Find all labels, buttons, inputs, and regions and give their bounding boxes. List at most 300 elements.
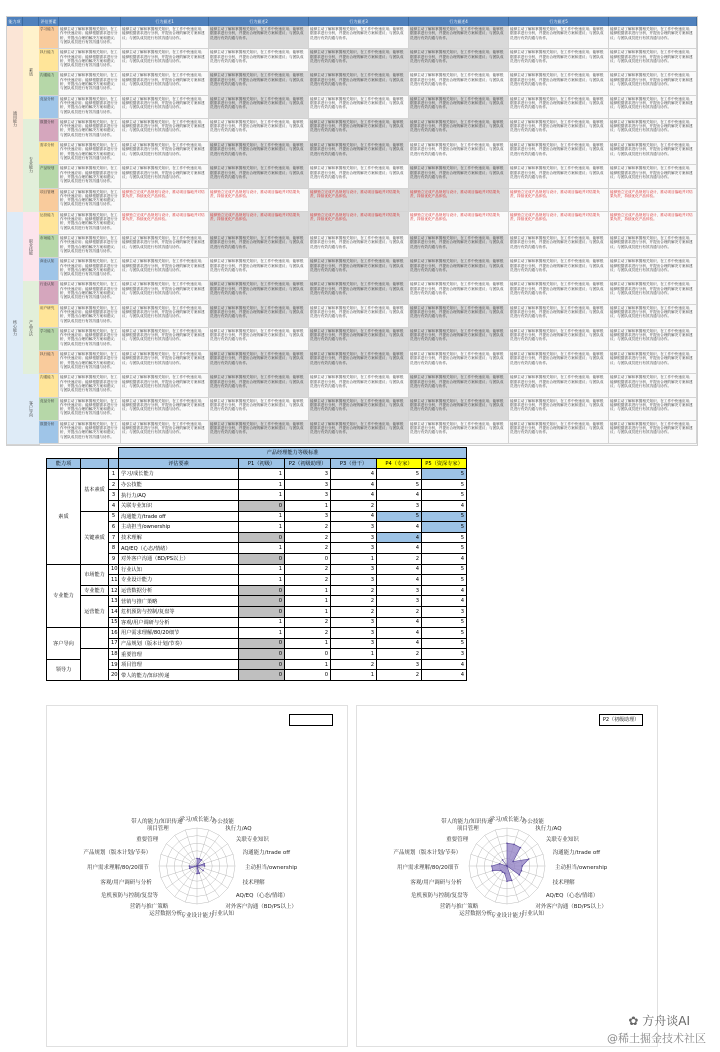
- sheet-header-cell: [23, 17, 39, 26]
- radar-axis: [175, 866, 197, 897]
- score-cell-p2: 1: [285, 596, 331, 607]
- radar-axis-label: 客观/用户调研与分析: [410, 879, 462, 886]
- score-cell-p1: 0: [239, 606, 285, 617]
- score-header-cell: P2（初级助理）: [285, 458, 331, 469]
- sheet-cell: 能够主动了解和掌握相关知识，在工作中快速应用；能够根据需求进行分析，并提出合理的解决方案和建议；与团队成员进行有效沟通与协作。: [121, 235, 209, 258]
- sheet-row: [39, 235, 697, 258]
- radar-axis-label: 办公技能: [211, 819, 234, 826]
- sheet-subcategory-label: 素质: [23, 26, 40, 120]
- sheet-row: [39, 49, 697, 72]
- radar-axis: [161, 854, 197, 866]
- radar-point: [519, 874, 521, 876]
- radar-axis-label: 对外客户沟通（BD/PS以上）: [535, 903, 607, 910]
- sheet-cell: 能够独立完成产品规划与设计，推动项目落地并对结果负责，持续优化产品体验。: [609, 212, 697, 235]
- radar-point: [500, 870, 502, 872]
- score-row-number: 16: [109, 628, 119, 639]
- sheet-cell: 能够主动了解和掌握相关知识，在工作中快速应用；能够根据需求进行分析，并提出合理的解决方案和建议；与团队成员进行有效沟通与协作。: [609, 119, 697, 142]
- sheet-cell: 能够主动了解和掌握相关知识，在工作中快速应用；能够根据需求进行分析，并提出合理的解决方案和建议；与团队成员进行有效沟通与协作。: [409, 305, 509, 328]
- radar-axis: [197, 866, 219, 897]
- radar-axis: [476, 844, 507, 866]
- sheet-cell: 能够主动了解和掌握相关知识，在工作中快速应用；能够根据需求进行分析，并提出合理的解决方案和建议；与团队成员进行有效沟通与协作。: [209, 49, 309, 72]
- score-cell-p1: 1: [239, 490, 285, 501]
- score-cell-p2: 0: [285, 649, 331, 660]
- sheet-cell: 能够主动了解和掌握相关知识，在工作中快速应用；能够根据需求进行分析，并提出合理的解决方案和建议；与团队成员进行有效沟通与协作。: [609, 398, 697, 421]
- sheet-cell: 能够主动了解和掌握相关知识，在工作中快速应用；能够根据需求进行分析，并提出合理的解决方案和建议；与团队成员进行有效沟通与协作。: [59, 351, 121, 374]
- score-cell-p1: 1: [239, 469, 285, 480]
- sheet-row-label: 项目管理: [39, 189, 59, 212]
- score-cell-p5: 4: [422, 553, 467, 564]
- score-row-name: 重要管理: [119, 649, 239, 660]
- sheet-row-label: 竞品分析: [39, 96, 59, 119]
- sheet-cell: 能够主动了解和掌握相关知识，在工作中快速应用；能够根据需求进行分析，并提出合理的解决方案和建议；与团队成员进行有效沟通与协作。: [121, 26, 209, 49]
- sheet-row-label: 行业认知: [39, 281, 59, 304]
- radar-point: [199, 858, 201, 860]
- radar-axis-label: 主动担当/ownership: [555, 865, 608, 871]
- radar-point: [202, 870, 204, 872]
- score-header-cell: P4（专家）: [377, 458, 422, 469]
- sheet-cell: 能够主动了解和掌握相关知识，在工作中快速应用；能够根据需求进行分析，并提出合理的解决方案和建议；与团队成员进行有效沟通与协作。: [121, 328, 209, 351]
- sheet-subcategory-label: 职业技能: [23, 212, 40, 283]
- score-cell-p1: 0: [239, 553, 285, 564]
- radar-axis-label: 重要管理: [136, 836, 159, 843]
- sheet-cell: 能够主动了解和掌握相关知识，在工作中快速应用；能够根据需求进行分析，并提出合理的解决方案和建议；与团队成员进行有效沟通与协作。: [309, 96, 409, 119]
- sheet-cell: 能够独立完成产品规划与设计，推动项目落地并对结果负责，持续优化产品体验。: [121, 212, 209, 235]
- sheet-cell: 能够主动了解和掌握相关知识，在工作中快速应用；能够根据需求进行分析，并提出合理的解决方案和建议；与团队成员进行有效沟通与协作。: [209, 328, 309, 351]
- score-cell-p2: 0: [285, 553, 331, 564]
- score-cell-p2: 2: [285, 532, 331, 543]
- score-subgroup-label: 运营能力: [81, 596, 109, 628]
- sheet-cell: 能够主动了解和掌握相关知识，在工作中快速应用；能够根据需求进行分析，并提出合理的解决方案和建议；与团队成员进行有效沟通与协作。: [509, 281, 609, 304]
- radar-axis-label: 专业设计能力: [180, 913, 214, 919]
- sheet-cell: 能够主动了解和掌握相关知识，在工作中快速应用；能够根据需求进行分析，并提出合理的解决方案和建议；与团队成员进行有效沟通与协作。: [59, 142, 121, 165]
- sheet-cell: 能够独立完成产品规划与设计，推动项目落地并对结果负责，持续优化产品体验。: [121, 189, 209, 212]
- sheet-cell: 能够主动了解和掌握相关知识，在工作中快速应用；能够根据需求进行分析，并提出合理的解决方案和建议；与团队成员进行有效沟通与协作。: [309, 165, 409, 188]
- sheet-cell: 能够主动了解和掌握相关知识，在工作中快速应用；能够根据需求进行分析，并提出合理的解决方案和建议；与团队成员进行有效沟通与协作。: [59, 49, 121, 72]
- sheet-row: [39, 119, 697, 142]
- sheet-cell: 能够主动了解和掌握相关知识，在工作中快速应用；能够根据需求进行分析，并提出合理的解决方案和建议；与团队成员进行有效沟通与协作。: [609, 374, 697, 397]
- radar-axis-label: 行业认知: [211, 910, 234, 917]
- score-row-number: 20: [109, 670, 119, 681]
- radar-axis-label: 产品规划（版本计划/节奏）: [393, 850, 462, 857]
- score-cell-p2: 3: [285, 511, 331, 522]
- radar-axis-label: 客观/用户调研与分析: [100, 879, 152, 886]
- score-cell-p4: 4: [377, 575, 422, 586]
- sheet-cell: 能够主动了解和掌握相关知识，在工作中快速应用；能够根据需求进行分析，并提出合理的解决方案和建议；与团队成员进行有效沟通与协作。: [209, 72, 309, 95]
- sheet-cell: 能够主动了解和掌握相关知识，在工作中快速应用；能够根据需求进行分析，并提出合理的解决方案和建议；与团队成员进行有效沟通与协作。: [209, 165, 309, 188]
- sheet-row-label: 执行能力: [39, 49, 59, 72]
- sheet-cell: 能够主动了解和掌握相关知识，在工作中快速应用；能够根据需求进行分析，并提出合理的解决方案和建议；与团队成员进行有效沟通与协作。: [509, 119, 609, 142]
- sheet-cell: 能够主动了解和掌握相关知识，在工作中快速应用；能够根据需求进行分析，并提出合理的解决方案和建议；与团队成员进行有效沟通与协作。: [409, 258, 509, 281]
- score-row-number: 13: [109, 596, 119, 607]
- sheet-cell: 能够主动了解和掌握相关知识，在工作中快速应用；能够根据需求进行分析，并提出合理的解决方案和建议；与团队成员进行有效沟通与协作。: [609, 142, 697, 165]
- sheet-subcategory-label: 专业能力: [23, 119, 40, 213]
- score-row-number: 17: [109, 638, 119, 649]
- score-row-name: 危机预防与控制/复盘等: [119, 606, 239, 617]
- radar-axis-label: 行业认知: [521, 910, 544, 917]
- score-cell-p5: 3: [422, 649, 467, 660]
- radar-axis-label: 学习/成长能力: [489, 817, 525, 823]
- score-row: [47, 606, 467, 617]
- sheet-cell: 能够主动了解和掌握相关知识，在工作中快速应用；能够根据需求进行分析，并提出合理的解决方案和建议；与团队成员进行有效沟通与协作。: [309, 421, 409, 444]
- sheet-cell: 能够主动了解和掌握相关知识，在工作中快速应用；能够根据需求进行分析，并提出合理的解决方案和建议；与团队成员进行有效沟通与协作。: [209, 96, 309, 119]
- score-cell-p2: 1: [285, 606, 331, 617]
- score-row: [47, 649, 467, 660]
- sheet-row-label: 数据分析: [39, 119, 59, 142]
- sheet-cell: 能够主动了解和掌握相关知识，在工作中快速应用；能够根据需求进行分析，并提出合理的解决方案和建议；与团队成员进行有效沟通与协作。: [209, 258, 309, 281]
- radar-series: [492, 843, 529, 881]
- radar-axis-label: 营销与推广策略: [439, 903, 479, 910]
- sheet-cell: 能够主动了解和掌握相关知识，在工作中快速应用；能够根据需求进行分析，并提出合理的解决方案和建议；与团队成员进行有效沟通与协作。: [209, 305, 309, 328]
- score-cell-p4: 4: [377, 490, 422, 501]
- watermark-site: @稀土掘金技术社区: [607, 1032, 706, 1045]
- score-table-title: 产品经理能力等级标准: [119, 448, 467, 459]
- score-cell-p1: 1: [239, 543, 285, 554]
- score-group-label: 客户导向: [47, 628, 81, 660]
- sheet-cell: 能够主动了解和掌握相关知识，在工作中快速应用；能够根据需求进行分析，并提出合理的解决方案和建议；与团队成员进行有效沟通与协作。: [121, 421, 209, 444]
- score-cell-p1: 0: [239, 649, 285, 660]
- score-row-name: 专业设计能力: [119, 575, 239, 586]
- score-cell-p1: 0: [239, 670, 285, 681]
- sheet-cell: 能够主动了解和掌握相关知识，在工作中快速应用；能够根据需求进行分析，并提出合理的解决方案和建议；与团队成员进行有效沟通与协作。: [309, 49, 409, 72]
- sheet-cell: 能够独立完成产品规划与设计，推动项目落地并对结果负责，持续优化产品体验。: [209, 189, 309, 212]
- score-cell-p5: 5: [422, 522, 467, 533]
- score-cell-p2: 2: [285, 522, 331, 533]
- radar-point: [203, 863, 205, 865]
- score-cell-p4: 3: [377, 585, 422, 596]
- sheet-row-label: 需求分析: [39, 142, 59, 165]
- sheet-cell: 能够主动了解和掌握相关知识，在工作中快速应用；能够根据需求进行分析，并提出合理的解决方案和建议；与团队成员进行有效沟通与协作。: [59, 258, 121, 281]
- sheet-cell: 能够主动了解和掌握相关知识，在工作中快速应用；能够根据需求进行分析，并提出合理的解决方案和建议；与团队成员进行有效沟通与协作。: [509, 26, 609, 49]
- radar-legend-right: P2（初级助理）: [599, 714, 643, 726]
- radar-axis-label: 沟通能力/trade off: [552, 850, 601, 857]
- score-row: [47, 553, 467, 564]
- radar-point: [528, 858, 530, 860]
- sheet-cell: 能够主动了解和掌握相关知识，在工作中快速应用；能够根据需求进行分析，并提出合理的解决方案和建议；与团队成员进行有效沟通与协作。: [609, 235, 697, 258]
- sheet-cell: 能够主动了解和掌握相关知识，在工作中快速应用；能够根据需求进行分析，并提出合理的解决方案和建议；与团队成员进行有效沟通与协作。: [509, 142, 609, 165]
- sheet-cell: 能够主动了解和掌握相关知识，在工作中快速应用；能够根据需求进行分析，并提出合理的解决方案和建议；与团队成员进行有效沟通与协作。: [209, 281, 309, 304]
- sheet-cell: 能够主动了解和掌握相关知识，在工作中快速应用；能够根据需求进行分析，并提出合理的解决方案和建议；与团队成员进行有效沟通与协作。: [309, 26, 409, 49]
- score-cell-p4: 4: [377, 564, 422, 575]
- radar-axis-label: 带人的能力/知识传递: [131, 819, 183, 826]
- sheet-cell: 能够主动了解和掌握相关知识，在工作中快速应用；能够根据需求进行分析，并提出合理的解决方案和建议；与团队成员进行有效沟通与协作。: [509, 374, 609, 397]
- sheet-header-cell: 能力项: [7, 17, 23, 26]
- sheet-cell: 能够主动了解和掌握相关知识，在工作中快速应用；能够根据需求进行分析，并提出合理的解决方案和建议；与团队成员进行有效沟通与协作。: [59, 421, 121, 444]
- score-cell-p3: 1: [331, 553, 377, 564]
- sheet-row: [39, 328, 697, 351]
- radar-axis-label: 办公技能: [521, 819, 544, 826]
- radar-point: [492, 870, 494, 872]
- sheet-cell: 能够主动了解和掌握相关知识，在工作中快速应用；能够根据需求进行分析，并提出合理的解决方案和建议；与团队成员进行有效沟通与协作。: [409, 374, 509, 397]
- score-group-label: 专业能力: [47, 564, 81, 628]
- score-row-number: 2: [109, 479, 119, 490]
- score-cell-p5: 5: [422, 532, 467, 543]
- sheet-cell: 能够主动了解和掌握相关知识，在工作中快速应用；能够根据需求进行分析，并提出合理的解决方案和建议；与团队成员进行有效沟通与协作。: [509, 96, 609, 119]
- score-cell-p5: 4: [422, 659, 467, 670]
- score-cell-p5: 5: [422, 469, 467, 480]
- sheet-cell: 能够主动了解和掌握相关知识，在工作中快速应用；能够根据需求进行分析，并提出合理的解决方案和建议；与团队成员进行有效沟通与协作。: [209, 398, 309, 421]
- radar-axis-label: 营销与推广策略: [129, 903, 169, 910]
- radar-axis-label: 项目管理: [146, 826, 169, 833]
- sheet-header-row: [7, 17, 697, 26]
- score-subgroup-label: 专业能力: [81, 585, 109, 596]
- sheet-cell: 能够主动了解和掌握相关知识，在工作中快速应用；能够根据需求进行分析，并提出合理的解决方案和建议；与团队成员进行有效沟通与协作。: [59, 305, 121, 328]
- radar-axis-label: 危机预防与控制/复盘等: [101, 893, 159, 900]
- radar-axis-label: 关联专业知识: [545, 836, 579, 843]
- sheet-cell: 能够主动了解和掌握相关知识，在工作中快速应用；能够根据需求进行分析，并提出合理的解决方案和建议；与团队成员进行有效沟通与协作。: [59, 374, 121, 397]
- score-row-number: 3: [109, 490, 119, 501]
- sheet-row: [39, 421, 697, 444]
- score-cell-p4: 4: [377, 628, 422, 639]
- radar-point: [521, 865, 523, 867]
- radar-axis-label: 专业设计能力: [490, 913, 524, 919]
- score-row-number: 18: [109, 649, 119, 660]
- score-row-name: 产品规划（版本计划/节奏）: [119, 638, 239, 649]
- sheet-cell: 能够独立完成产品规划与设计，推动项目落地并对结果负责，持续优化产品体验。: [309, 212, 409, 235]
- score-row-name: 执行力/AQ: [119, 490, 239, 501]
- score-row-name: 办公技能: [119, 479, 239, 490]
- score-row: [47, 585, 467, 596]
- sheet-cell: 能够主动了解和掌握相关知识，在工作中快速应用；能够根据需求进行分析，并提出合理的解决方案和建议；与团队成员进行有效沟通与协作。: [509, 421, 609, 444]
- radar-axis-label: 技术理解: [552, 879, 575, 886]
- radar-point: [491, 865, 493, 867]
- score-row-name: 用户需求理解/80/20细节: [119, 628, 239, 639]
- score-header-cell: P5（资深专家）: [422, 458, 467, 469]
- sheet-cell: 能够主动了解和掌握相关知识，在工作中快速应用；能够根据需求进行分析，并提出合理的解决方案和建议；与团队成员进行有效沟通与协作。: [121, 374, 209, 397]
- score-row-number: 9: [109, 553, 119, 564]
- sheet-row: [39, 189, 697, 212]
- score-cell-p1: 0: [239, 585, 285, 596]
- score-row: [47, 522, 467, 533]
- score-subgroup-label: 市场能力: [81, 564, 109, 585]
- sheet-cell: 能够主动了解和掌握相关知识，在工作中快速应用；能够根据需求进行分析，并提出合理的解决方案和建议；与团队成员进行有效沟通与协作。: [509, 72, 609, 95]
- score-header-cell: P1（初级）: [239, 458, 285, 469]
- score-header-cell: P3（骨干）: [331, 458, 377, 469]
- sheet-cell: 能够主动了解和掌握相关知识，在工作中快速应用；能够根据需求进行分析，并提出合理的解决方案和建议；与团队成员进行有效沟通与协作。: [409, 26, 509, 49]
- score-row: [47, 596, 467, 607]
- score-cell-p3: 4: [331, 511, 377, 522]
- score-row-name: 技术理解: [119, 532, 239, 543]
- radar-point: [196, 873, 198, 875]
- sheet-cell: 能够主动了解和掌握相关知识，在工作中快速应用；能够根据需求进行分析，并提出合理的解决方案和建议；与团队成员进行有效沟通与协作。: [59, 165, 121, 188]
- sheet-row-label: 数据分析: [39, 421, 59, 444]
- sheet-cell: 能够独立完成产品规划与设计，推动项目落地并对结果负责，持续优化产品体验。: [309, 189, 409, 212]
- radar-axis-label: 关联专业知识: [235, 836, 269, 843]
- score-cell-p1: 0: [239, 500, 285, 511]
- sheet-row: [39, 26, 697, 49]
- sheet-cell: 能够主动了解和掌握相关知识，在工作中快速应用；能够根据需求进行分析，并提出合理的解决方案和建议；与团队成员进行有效沟通与协作。: [309, 72, 409, 95]
- score-row-number: 5: [109, 511, 119, 522]
- score-cell-p1: 0: [239, 659, 285, 670]
- score-row-number: 15: [109, 617, 119, 628]
- sheet-row: [39, 281, 697, 304]
- score-cell-p5: 5: [422, 564, 467, 575]
- sheet-cell: 能够主动了解和掌握相关知识，在工作中快速应用；能够根据需求进行分析，并提出合理的解决方案和建议；与团队成员进行有效沟通与协作。: [59, 235, 121, 258]
- score-header-cell: [109, 458, 119, 469]
- sheet-cell: 能够主动了解和掌握相关知识，在工作中快速应用；能够根据需求进行分析，并提出合理的解决方案和建议；与团队成员进行有效沟通与协作。: [121, 258, 209, 281]
- radar-chart-left: [46, 705, 348, 1047]
- score-row-name: 客观/用户调研与分析: [119, 617, 239, 628]
- score-header-cell: [81, 458, 109, 469]
- score-cell-p2: 2: [285, 628, 331, 639]
- score-row: [47, 638, 467, 649]
- radar-chart-right: [356, 705, 658, 1047]
- sheet-category-label: 通用能力: [7, 26, 24, 213]
- score-cell-p4: 4: [377, 543, 422, 554]
- sheet-subcategory-label: 产品方法: [23, 281, 40, 375]
- sheet-subcategory-label: 客户导向: [23, 374, 40, 445]
- sheet-cell: 能够主动了解和掌握相关知识，在工作中快速应用；能够根据需求进行分析，并提出合理的解决方案和建议；与团队成员进行有效沟通与协作。: [121, 165, 209, 188]
- score-cell-p4: 3: [377, 659, 422, 670]
- score-cell-p5: 5: [422, 543, 467, 554]
- sheet-row-label: 产品规划: [39, 165, 59, 188]
- watermark-brand: [628, 1012, 690, 1029]
- sheet-header-cell: 行为描述4: [409, 17, 509, 26]
- sheet-cell: 能够主动了解和掌握相关知识，在工作中快速应用；能够根据需求进行分析，并提出合理的解决方案和建议；与团队成员进行有效沟通与协作。: [609, 328, 697, 351]
- score-row-name: 项目管理: [119, 659, 239, 670]
- radar-axis: [166, 844, 197, 866]
- radar-point: [512, 861, 514, 863]
- sheet-header-cell: 行为描述3: [309, 17, 409, 26]
- score-cell-p3: 2: [331, 596, 377, 607]
- score-cell-p3: 3: [331, 543, 377, 554]
- score-cell-p1: 1: [239, 522, 285, 533]
- score-cell-p3: 1: [331, 649, 377, 660]
- score-table-header: [47, 458, 467, 469]
- sheet-cell: 能够主动了解和掌握相关知识，在工作中快速应用；能够根据需求进行分析，并提出合理的解决方案和建议；与团队成员进行有效沟通与协作。: [121, 281, 209, 304]
- sheet-row: [39, 142, 697, 165]
- score-row-name: 沟通能力/trade off: [119, 511, 239, 522]
- sheet-cell: 能够主动了解和掌握相关知识，在工作中快速应用；能够根据需求进行分析，并提出合理的解决方案和建议；与团队成员进行有效沟通与协作。: [59, 26, 121, 49]
- score-cell-p5: 4: [422, 585, 467, 596]
- radar-axis-label: AQ/EQ（心态/情绪）: [545, 893, 599, 900]
- sheet-cell: 能够主动了解和掌握相关知识，在工作中快速应用；能够根据需求进行分析，并提出合理的解决方案和建议；与团队成员进行有效沟通与协作。: [121, 96, 209, 119]
- sheet-row-label: 学习能力: [39, 328, 59, 351]
- radar-point: [201, 859, 203, 861]
- score-header-cell: 能力项: [47, 458, 81, 469]
- radar-point: [506, 865, 508, 867]
- score-cell-p2: 2: [285, 564, 331, 575]
- radar-point: [502, 859, 504, 861]
- sheet-cell: 能够主动了解和掌握相关知识，在工作中快速应用；能够根据需求进行分析，并提出合理的解决方案和建议；与团队成员进行有效沟通与协作。: [309, 119, 409, 142]
- sheet-cell: 能够主动了解和掌握相关知识，在工作中快速应用；能够根据需求进行分析，并提出合理的解决方案和建议；与团队成员进行有效沟通与协作。: [209, 421, 309, 444]
- sheet-cell: 能够主动了解和掌握相关知识，在工作中快速应用；能够根据需求进行分析，并提出合理的解决方案和建议；与团队成员进行有效沟通与协作。: [509, 165, 609, 188]
- score-cell-p3: 3: [331, 617, 377, 628]
- sheet-row: [39, 398, 697, 421]
- score-cell-p3: 3: [331, 564, 377, 575]
- score-cell-p3: 3: [331, 522, 377, 533]
- score-row: [47, 469, 467, 480]
- score-subgroup-label: [81, 628, 109, 649]
- score-cell-p3: 2: [331, 585, 377, 596]
- score-cell-p4: 2: [377, 670, 422, 681]
- sheet-cell: 能够主动了解和掌握相关知识，在工作中快速应用；能够根据需求进行分析，并提出合理的解决方案和建议；与团队成员进行有效沟通与协作。: [209, 351, 309, 374]
- score-cell-p1: 1: [239, 511, 285, 522]
- sheet-cell: 能够主动了解和掌握相关知识，在工作中快速应用；能够根据需求进行分析，并提出合理的解决方案和建议；与团队成员进行有效沟通与协作。: [121, 142, 209, 165]
- score-row: [47, 659, 467, 670]
- sheet-cell: 能够主动了解和掌握相关知识，在工作中快速应用；能够根据需求进行分析，并提出合理的解决方案和建议；与团队成员进行有效沟通与协作。: [59, 281, 121, 304]
- sheet-row: [39, 305, 697, 328]
- sheet-cell: 能够主动了解和掌握相关知识，在工作中快速应用；能够根据需求进行分析，并提出合理的解决方案和建议；与团队成员进行有效沟通与协作。: [609, 165, 697, 188]
- sheet-cell: 能够主动了解和掌握相关知识，在工作中快速应用；能够根据需求进行分析，并提出合理的解决方案和建议；与团队成员进行有效沟通与协作。: [121, 351, 209, 374]
- radar-axis-label: AQ/EQ（心态/情绪）: [235, 893, 289, 900]
- sheet-cell: 能够主动了解和掌握相关知识，在工作中快速应用；能够根据需求进行分析，并提出合理的解决方案和建议；与团队成员进行有效沟通与协作。: [509, 49, 609, 72]
- sheet-cell: 能够主动了解和掌握相关知识，在工作中快速应用；能够根据需求进行分析，并提出合理的解决方案和建议；与团队成员进行有效沟通与协作。: [309, 142, 409, 165]
- sheet-cell: 能够主动了解和掌握相关知识，在工作中快速应用；能够根据需求进行分析，并提出合理的解决方案和建议；与团队成员进行有效沟通与协作。: [309, 305, 409, 328]
- radar-right-svg: [357, 706, 657, 1046]
- score-cell-p4: 3: [377, 596, 422, 607]
- score-cell-p2: 1: [285, 659, 331, 670]
- sheet-cell: 能够主动了解和掌握相关知识，在工作中快速应用；能够根据需求进行分析，并提出合理的解决方案和建议；与团队成员进行有效沟通与协作。: [121, 119, 209, 142]
- radar-point: [199, 872, 201, 874]
- score-cell-p4: 4: [377, 617, 422, 628]
- radar-point: [513, 844, 515, 846]
- radar-axis-label: 产品规划（版本计划/节奏）: [83, 850, 152, 857]
- sheet-cell: 能够主动了解和掌握相关知识，在工作中快速应用；能够根据需求进行分析，并提出合理的解决方案和建议；与团队成员进行有效沟通与协作。: [121, 305, 209, 328]
- radar-point: [506, 842, 508, 844]
- radar-axis-label: 危机预防与控制/复盘等: [411, 893, 469, 900]
- radar-axis: [185, 866, 197, 902]
- sheet-cell: 能够独立完成产品规划与设计，推动项目落地并对结果负责，持续优化产品体验。: [409, 212, 509, 235]
- score-cell-p3: 2: [331, 606, 377, 617]
- radar-axis-label: 项目管理: [456, 826, 479, 833]
- score-cell-p4: 2: [377, 553, 422, 564]
- score-row-name: 行业认知: [119, 564, 239, 575]
- radar-axis-label: 带人的能力/知识传递: [441, 819, 493, 826]
- sheet-cell: 能够主动了解和掌握相关知识，在工作中快速应用；能够根据需求进行分析，并提出合理的解决方案和建议；与团队成员进行有效沟通与协作。: [309, 258, 409, 281]
- score-row-name: 学习/成长能力: [119, 469, 239, 480]
- sheet-cell: 能够主动了解和掌握相关知识，在工作中快速应用；能够根据需求进行分析，并提出合理的解决方案和建议；与团队成员进行有效沟通与协作。: [609, 351, 697, 374]
- score-table: [46, 447, 467, 681]
- score-cell-p2: 2: [285, 543, 331, 554]
- radar-axis-label: 用户需求理解/80/20细节: [87, 865, 149, 871]
- score-cell-p4: 2: [377, 649, 422, 660]
- score-cell-p2: 3: [285, 490, 331, 501]
- radar-point: [196, 865, 198, 867]
- score-cell-p5: 5: [422, 617, 467, 628]
- radar-point: [204, 865, 206, 867]
- score-row-number: 8: [109, 543, 119, 554]
- sheet-row-label: 沟通能力: [39, 72, 59, 95]
- score-cell-p4: 5: [377, 469, 422, 480]
- sheet-cell: 能够主动了解和掌握相关知识，在工作中快速应用；能够根据需求进行分析，并提出合理的解决方案和建议；与团队成员进行有效沟通与协作。: [409, 49, 509, 72]
- score-row: [47, 543, 467, 554]
- sheet-cell: 能够主动了解和掌握相关知识，在工作中快速应用；能够根据需求进行分析，并提出合理的解决方案和建议；与团队成员进行有效沟通与协作。: [409, 165, 509, 188]
- sheet-row: [39, 351, 697, 374]
- sheet-cell: 能够主动了解和掌握相关知识，在工作中快速应用；能够根据需求进行分析，并提出合理的解决方案和建议；与团队成员进行有效沟通与协作。: [209, 235, 309, 258]
- radar-axis: [197, 866, 233, 878]
- score-row-number: 7: [109, 532, 119, 543]
- sheet-row-label: 运营能力: [39, 212, 59, 235]
- score-cell-p1: 1: [239, 628, 285, 639]
- sheet-row: [39, 212, 697, 235]
- sheet-cell: 能够主动了解和掌握相关知识，在工作中快速应用；能够根据需求进行分析，并提出合理的解决方案和建议；与团队成员进行有效沟通与协作。: [59, 119, 121, 142]
- score-row: [47, 532, 467, 543]
- sheet-cell: 能够主动了解和掌握相关知识，在工作中快速应用；能够根据需求进行分析，并提出合理的解决方案和建议；与团队成员进行有效沟通与协作。: [509, 398, 609, 421]
- sheet-cell: 能够主动了解和掌握相关知识，在工作中快速应用；能够根据需求进行分析，并提出合理的解决方案和建议；与团队成员进行有效沟通与协作。: [509, 305, 609, 328]
- score-cell-p4: 5: [377, 511, 422, 522]
- radar-point: [499, 863, 501, 865]
- score-cell-p3: 4: [331, 469, 377, 480]
- sheet-cell: 能够主动了解和掌握相关知识，在工作中快速应用；能够根据需求进行分析，并提出合理的解决方案和建议；与团队成员进行有效沟通与协作。: [409, 119, 509, 142]
- score-cell-p5: 5: [422, 490, 467, 501]
- sheet-cell: 能够主动了解和掌握相关知识，在工作中快速应用；能够根据需求进行分析，并提出合理的解决方案和建议；与团队成员进行有效沟通与协作。: [59, 328, 121, 351]
- sheet-row-label: 商业认知: [39, 258, 59, 281]
- radar-axis: [197, 844, 228, 866]
- sheet-cell: 能够主动了解和掌握相关知识，在工作中快速应用；能够根据需求进行分析，并提出合理的解决方案和建议；与团队成员进行有效沟通与协作。: [309, 281, 409, 304]
- sheet-cell: 能够主动了解和掌握相关知识，在工作中快速应用；能够根据需求进行分析，并提出合理的解决方案和建议；与团队成员进行有效沟通与协作。: [309, 398, 409, 421]
- score-row: [47, 490, 467, 501]
- radar-point: [506, 880, 508, 882]
